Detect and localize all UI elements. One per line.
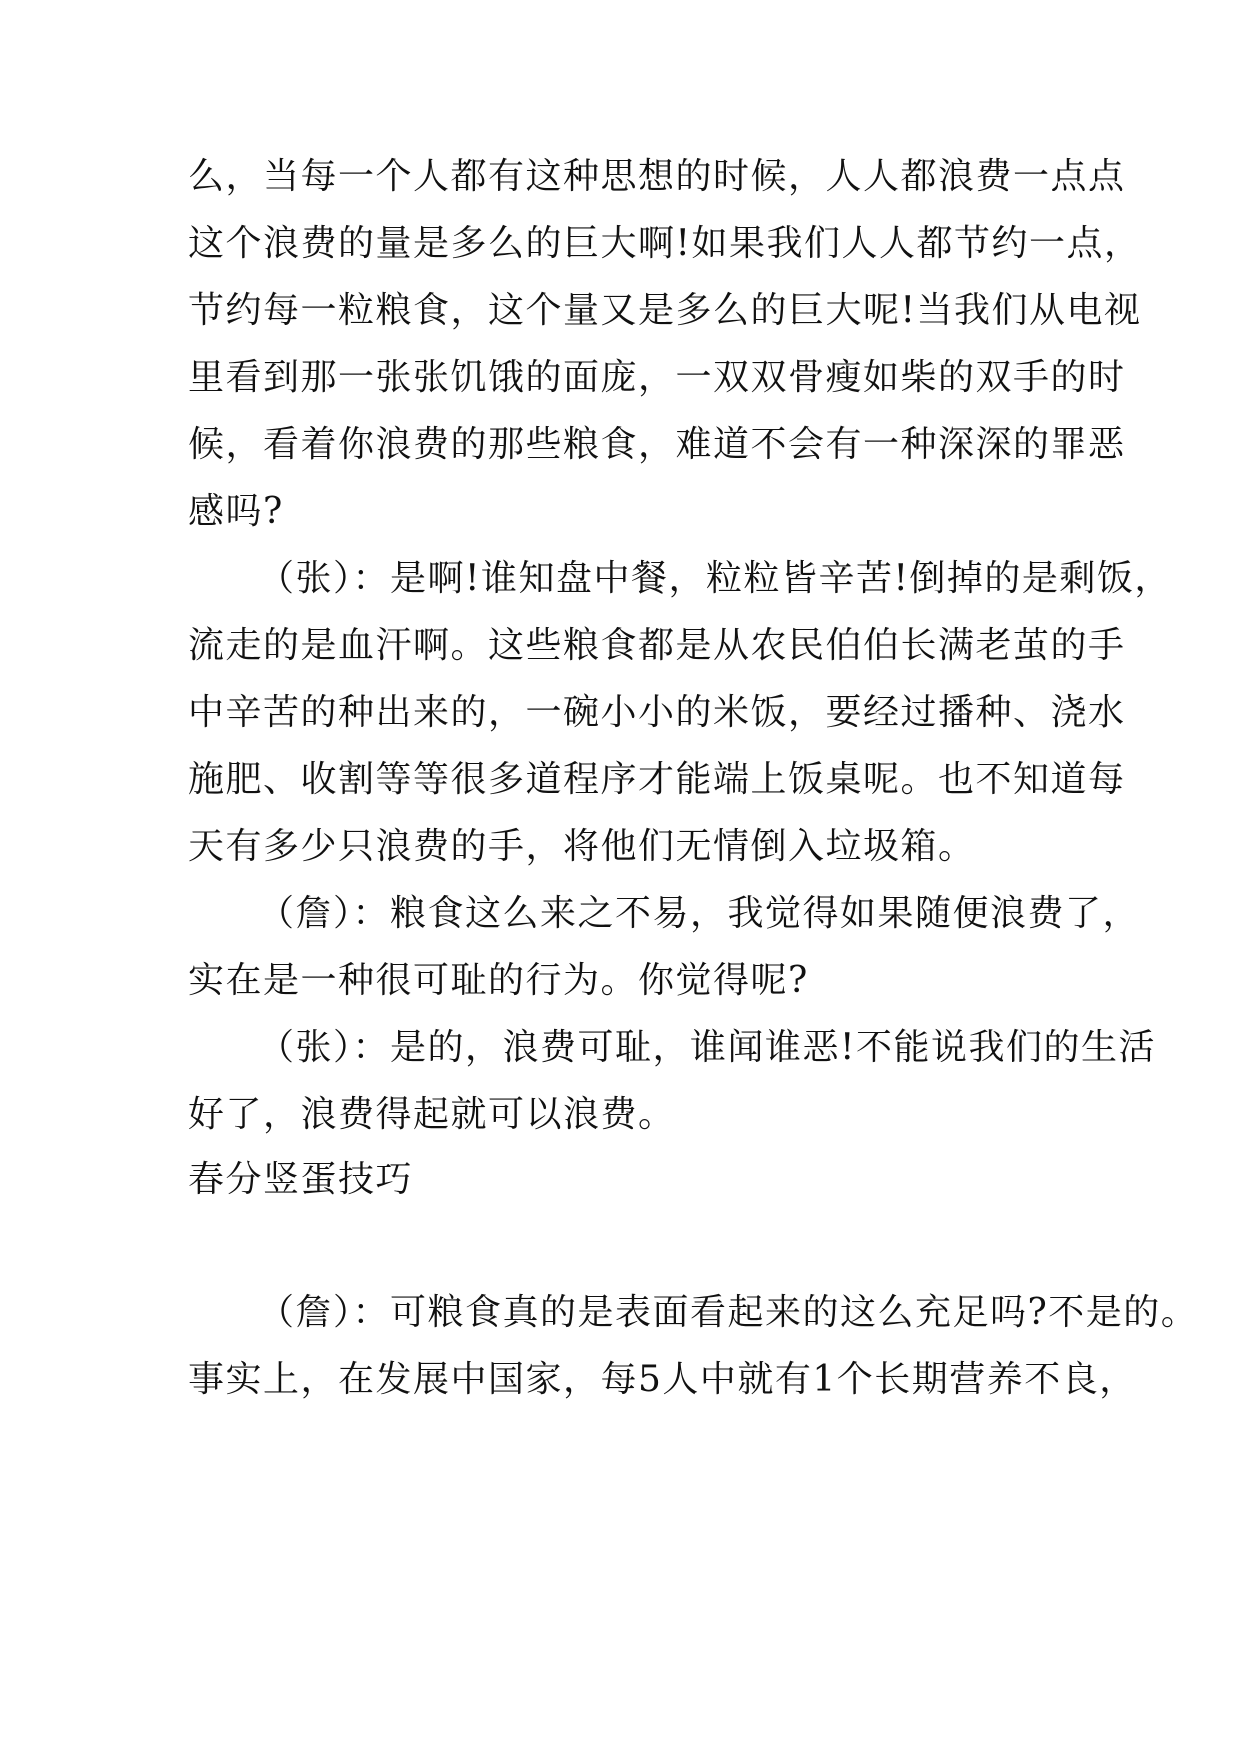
paragraph-line: 实在是一种很可耻的行为。你觉得呢? — [188, 960, 809, 1001]
paragraph-line: 天有多少只浪费的手，将他们无情倒入垃圾箱。 — [188, 826, 976, 867]
dialogue-line-zhang: （张）：是的，浪费可耻，谁闻谁恶!不能说我们的生活 — [258, 1027, 1156, 1068]
inserted-heading: 春分竖蛋技巧 — [188, 1159, 414, 1200]
dialogue-line-zhan: （詹）：可粮食真的是表面看起来的这么充足吗?不是的。 — [258, 1292, 1199, 1333]
paragraph-line: 施肥、收割等等很多道程序才能端上饭桌呢。也不知道每 — [188, 759, 1126, 800]
paragraph-line: 感吗? — [188, 491, 284, 532]
paragraph-line: 中辛苦的种出来的，一碗小小的米饭，要经过播种、浇水 — [188, 692, 1126, 733]
dialogue-line-zhang: （张）：是啊!谁知盘中餐，粒粒皆辛苦!倒掉的是剩饭， — [258, 558, 1172, 599]
paragraph-line: 事实上，在发展中国家，每5人中就有1个长期营养不良， — [188, 1359, 1137, 1400]
paragraph-line: 节约每一粒粮食，这个量又是多么的巨大呢!当我们从电视 — [188, 290, 1142, 331]
paragraph-line: 候，看着你浪费的那些粮食，难道不会有一种深深的罪恶 — [188, 424, 1126, 465]
paragraph-line: 里看到那一张张饥饿的面庞，一双双骨瘦如柴的双手的时 — [188, 357, 1126, 398]
paragraph-line: 这个浪费的量是多么的巨大啊!如果我们人人都节约一点， — [188, 223, 1142, 264]
paragraph-line: 好了，浪费得起就可以浪费。 — [188, 1094, 676, 1135]
paragraph-line: 么，当每一个人都有这种思想的时候，人人都浪费一点点 — [188, 156, 1126, 197]
paragraph-line: 流走的是血汗啊。这些粮食都是从农民伯伯长满老茧的手 — [188, 625, 1126, 666]
dialogue-line-zhan: （詹）：粮食这么来之不易，我觉得如果随便浪费了， — [258, 893, 1141, 934]
